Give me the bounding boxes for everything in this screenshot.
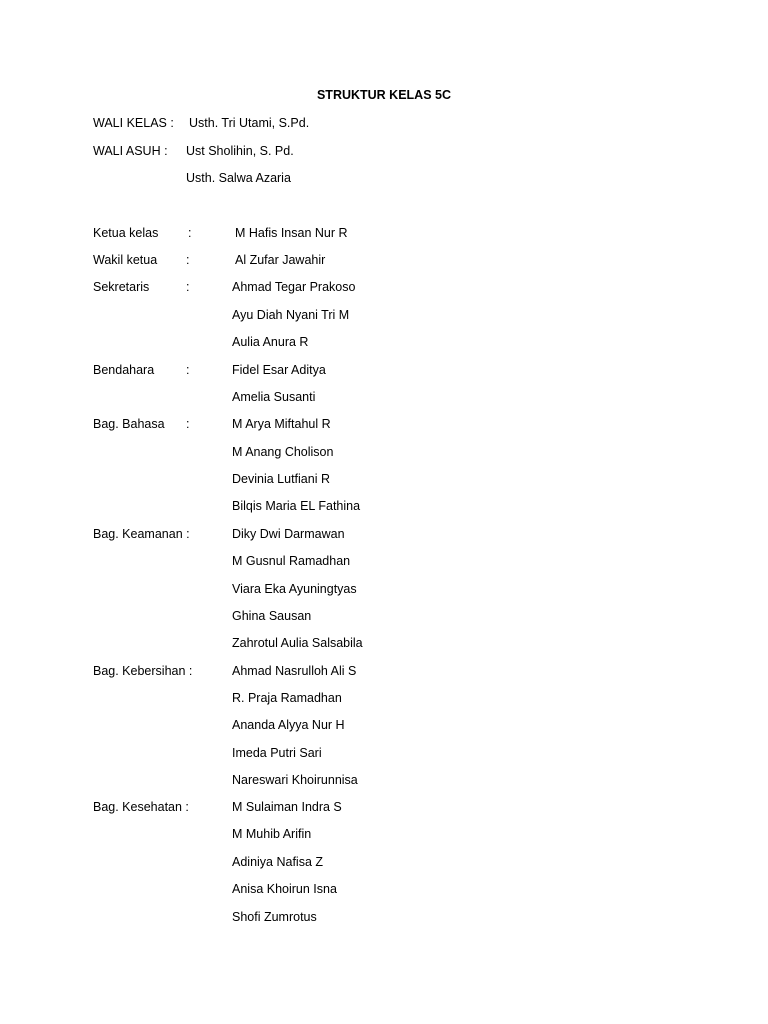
member-name: M Hafis Insan Nur R — [235, 226, 348, 240]
wali-kelas-name: Usth. Tri Utami, S.Pd. — [189, 116, 310, 130]
member-name: Devinia Lutfiani R — [232, 472, 330, 486]
member-name: Zahrotul Aulia Salsabila — [232, 636, 363, 650]
page-title: STRUKTUR KELAS 5C — [316, 88, 452, 102]
role-colon: : — [188, 226, 192, 240]
wali-kelas-label: WALI KELAS : — [93, 116, 174, 130]
role-colon: : — [186, 363, 190, 377]
member-name: Ahmad Nasrulloh Ali S — [232, 664, 357, 678]
member-name: Nareswari Khoirunnisa — [232, 773, 358, 787]
member-name: M Arya Miftahul R — [232, 417, 331, 431]
role-label: Bendahara — [93, 363, 155, 377]
role-colon: : — [186, 280, 190, 294]
member-name: R. Praja Ramadhan — [232, 691, 342, 705]
member-name: Ghina Sausan — [232, 609, 312, 623]
role-colon: : — [186, 253, 190, 267]
member-name: Shofi Zumrotus — [232, 910, 317, 924]
wali-asuh-label: WALI ASUH : — [93, 144, 168, 158]
role-label: Bag. Keamanan : — [93, 527, 190, 541]
member-name: M Muhib Arifin — [232, 827, 312, 841]
wali-asuh-name: Usth. Salwa Azaria — [186, 171, 291, 185]
member-name: Amelia Susanti — [232, 390, 316, 404]
member-name: Viara Eka Ayuningtyas — [232, 582, 357, 596]
member-name: Ayu Diah Nyani Tri M — [232, 308, 350, 322]
member-name: Anisa Khoirun Isna — [232, 882, 337, 896]
member-name: Fidel Esar Aditya — [232, 363, 326, 377]
member-name: M Gusnul Ramadhan — [232, 554, 351, 568]
member-name: Aulia Anura R — [232, 335, 309, 349]
role-label: Bag. Bahasa — [93, 417, 165, 431]
member-name: Adiniya Nafisa Z — [232, 855, 324, 869]
role-label: Sekretaris — [93, 280, 150, 294]
member-name: Al Zufar Jawahir — [235, 253, 326, 267]
role-label: Wakil ketua — [93, 253, 158, 267]
role-label: Bag. Kebersihan : — [93, 664, 193, 678]
member-name: Bilqis Maria EL Fathina — [232, 499, 361, 513]
member-name: M Sulaiman Indra S — [232, 800, 342, 814]
member-name: Ahmad Tegar Prakoso — [232, 280, 356, 294]
role-label: Bag. Kesehatan : — [93, 800, 189, 814]
member-name: M Anang Cholison — [232, 445, 334, 459]
role-label: Ketua kelas — [93, 226, 159, 240]
member-name: Imeda Putri Sari — [232, 746, 322, 760]
member-name: Ananda Alyya Nur H — [232, 718, 345, 732]
wali-asuh-name: Ust Sholihin, S. Pd. — [186, 144, 294, 158]
member-name: Diky Dwi Darmawan — [232, 527, 345, 541]
role-colon: : — [186, 417, 190, 431]
